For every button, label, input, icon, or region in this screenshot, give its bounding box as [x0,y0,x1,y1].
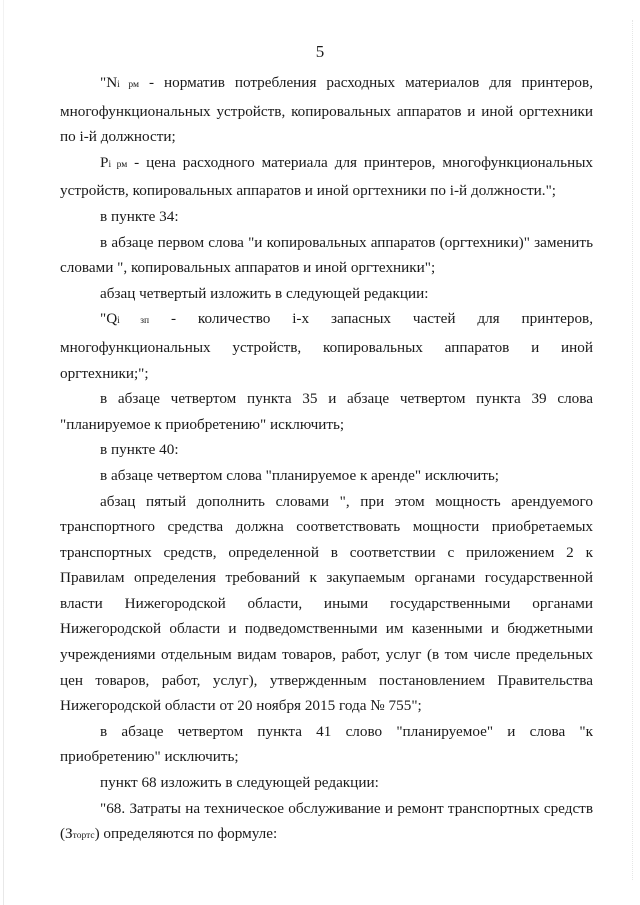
paragraph-text: - цена расходного материала для принтеров, многофункциональных устройств, копировальных аппаратов и иной оргтехники по i-й должности."; [60,153,593,200]
formula-subscript: i рм [117,80,139,90]
paragraph-point-40: в пункте 40: [100,441,179,459]
formula-subscript: i рм [108,159,128,170]
formula-symbol: "N [100,74,118,91]
paragraph-spare-parts-definition [60,306,593,386]
scan-edge-line [3,0,4,905]
paragraph-points-35-39: в абзаце четвертом пункта 35 и абзаце четвертом пункта 39 слова "планируемое к приобретению" исключить; [60,390,593,433]
paragraph-point-41: в абзаце четвертом пункта 41 слово "планируемое" и слова "к приобретению" исключить; [60,722,593,766]
paragraph-point-34: в пункте 34: [100,207,179,225]
paragraph-text: "68. Затраты на техническое обслуживание и ремонт транспортных средств (З [60,799,593,843]
scan-margin-mark [632,20,634,880]
paragraph-rent-exclude: в абзаце четвертом слова "планируемое к аренде" исключить; [100,466,499,484]
formula-subscript: i зп [117,316,150,327]
document-body [60,70,593,850]
paragraph-text: - количество i-х запасных частей для принтеров, многофункциональных устройств, копировальных аппаратов и иной оргтехники;"; [60,310,594,382]
paragraph-text: - норматив потребления расходных материалов для принтеров, многофункциональных устройств, копировальных аппаратов и иной оргтехники по i-й должности; [60,74,593,146]
paragraph-point-68-formula [60,796,593,850]
formula-symbol: "Q [100,310,118,328]
paragraph-fourth-abzac-intro: абзац четвертый изложить в следующей редакции: [100,284,429,302]
paragraph-first-abzac: в абзаце первом слова "и копировальных аппаратов (оргтехники)" заменить словами ", копировальных аппаратов и иной оргтехники"; [60,233,593,277]
formula-subscript: тортс [72,831,95,842]
paragraph-price-definition [60,150,593,204]
formula-symbol: P [100,153,109,171]
page-number: 5 [315,42,325,61]
paragraph-text-suffix: ) определяются по формуле: [94,825,278,843]
paragraph-point-68-intro: пункт 68 изложить в следующей редакции: [100,774,379,792]
paragraph-norm-definition [60,70,593,150]
paragraph-fifth-abzac: абзац пятый дополнить словами ", при этом мощность арендуемого транспортного средства должна соответствовать мощности приобретаемых транспортных средств, определенной в соответствии с приложением 2 к Правилам определения требований к закупаемым органами государственной власти Нижегородской области, иными государственными органами Нижегородской области и подведомственными им казенными и бюджетными учреждениями отдельным видам товаров, работ, услуг (в том числе предельных цен товаров, работ, услуг), утвержденным постановлением Правительства Нижегородской области от 20 ноября 2015 года № 755"; [60,492,593,715]
